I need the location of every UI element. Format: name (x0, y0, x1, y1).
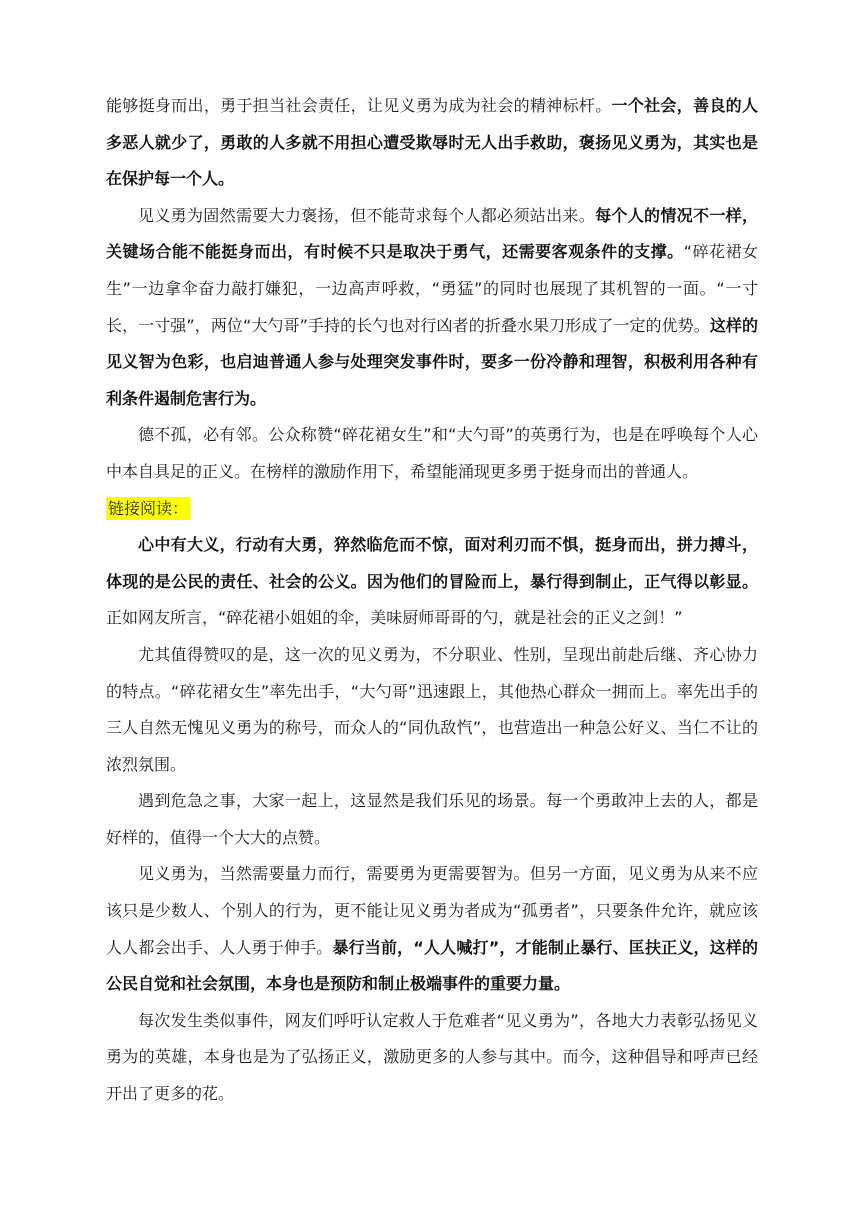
paragraph-text: 正如网友所言，“碎花裙小姐姐的伞，美味厨师哥哥的勺，就是社会的正义之剑！” (106, 608, 683, 628)
paragraph-text: 见义勇为，当然需要量力而行，需要勇为更需要智为。但另一方面，见义勇为从来不应该只是少数人、个别人的行为，更不能让见义勇为者成为“孤勇者”，只要条件允许，就应该人人都会出手、人人勇于伸手。 (106, 864, 758, 957)
paragraph-9 (106, 1003, 758, 1113)
article-body (106, 88, 758, 1113)
paragraph-7 (106, 783, 758, 856)
link-reading-heading (106, 491, 758, 528)
bold-text: 每个人的情况不一样，关键场合能不能挺身而出，有时候不只是取决于勇气，还需要客观条件的支撑。 (106, 205, 758, 262)
paragraph-5 (106, 527, 758, 637)
paragraph-3 (106, 417, 758, 490)
highlighted-heading: 链接阅读： (108, 498, 189, 518)
paragraph-text: 见义勇为固然需要大力褒扬，但不能苛求每个人都必须站出来。 (138, 205, 596, 225)
paragraph-text: 德不孤，必有邻。公众称赞“碎花裙女生”和“大勺哥”的英勇行为，也是在呼唤每个人心中本自具足的正义。在榜样的激励作用下，希望能涌现更多勇于挺身而出的普通人。 (106, 425, 758, 481)
bold-text: 一个社会，善良的人多恶人就少了，勇敢的人多就不用担心遭受欺辱时无人出手救助，褒扬见义勇为，其实也是在保护每一个人。 (106, 96, 758, 189)
paragraph-8 (106, 856, 758, 1002)
bold-text: 心中有大义，行动有大勇，猝然临危而不惊，面对利刃而不惧，挺身而出，拼力搏斗，体现的是公民的责任、社会的公义。因为他们的冒险而上，暴行得到制止，正气得以彰显。 (106, 535, 758, 591)
paragraph-2 (106, 198, 758, 418)
paragraph-text: “碎花裙女生”一边拿伞奋力敲打嫌犯，一边高声呼救，“勇猛”的同时也展现了其机智的一面。“一寸长，一寸强”，两位“大勺哥”手持的长勺也对行凶者的折叠水果刀形成了一定的优势。 (106, 242, 758, 335)
paragraph-text: 能够挺身而出，勇于担当社会责任，让见义勇为成为社会的精神标杆。 (106, 96, 612, 115)
paragraph-1 (106, 88, 758, 198)
bold-text: 这样的见义智为色彩，也启迪普通人参与处理突发事件时，要多一份冷静和理智，积极利用各种有利条件遏制危害行为。 (106, 315, 758, 408)
paragraph-text: 遇到危急之事，大家一起上，这显然是我们乐见的场景。每一个勇敢冲上去的人，都是好样的，值得一个大大的点赞。 (106, 791, 758, 847)
paragraph-text: 尤其值得赞叹的是，这一次的见义勇为，不分职业、性别，呈现出前赴后继、齐心协力的特点。“碎花裙女生”率先出手，“大勺哥”迅速跟上，其他热心群众一拥而上。率先出手的三人自然无愧见义勇为的称号，而众人的“同仇敌忾”，也营造出一种急公好义、当仁不让的浓烈氛围。 (106, 644, 758, 774)
bold-text: 暴行当前，“人人喊打”，才能制止暴行、匡扶正义，这样的公民自觉和社会氛围，本身也是预防和制止极端事件的重要力量。 (106, 937, 758, 994)
paragraph-6 (106, 637, 758, 783)
paragraph-text: 每次发生类似事件，网友们呼吁认定救人于危难者“见义勇为”，各地大力表彰弘扬见义勇为的英雄，本身也是为了弘扬正义，激励更多的人参与其中。而今，这种倡导和呼声已经开出了更多的花。 (106, 1010, 758, 1104)
